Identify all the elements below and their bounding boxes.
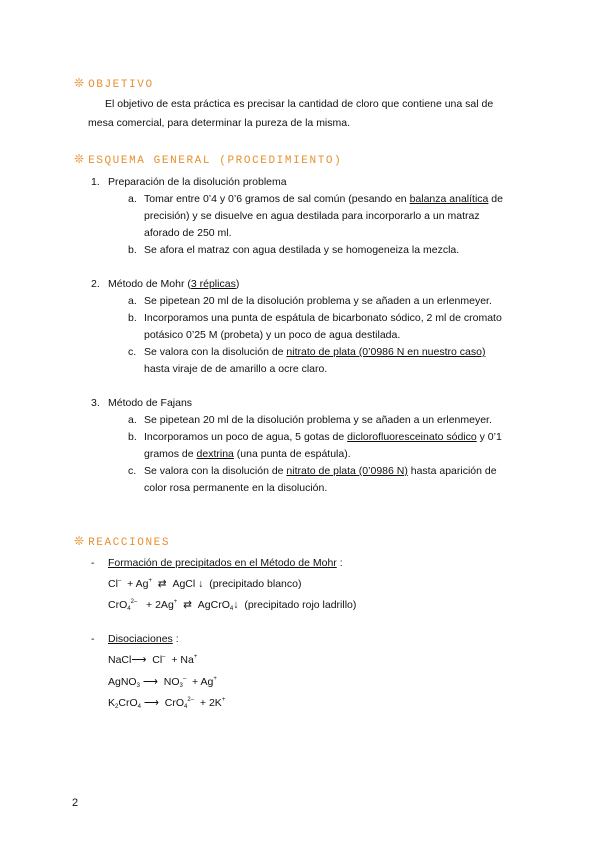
section-heading-esquema: [74, 152, 342, 167]
list-item-text: hasta viraje de de amarillo a ocre claro.: [144, 363, 328, 375]
arrow-icon: ⟶: [142, 676, 158, 688]
underlined-term: nitrato de plata (0’0986 N en nuestro caso): [286, 346, 486, 358]
subsection-title: Disociaciones :: [108, 633, 179, 645]
step-title: Método de Fajans: [108, 397, 193, 409]
list-item-text: Tomar entre 0’4 y 0’6 gramos de sal común (pesando en balanza analítica de: [144, 193, 503, 205]
equation-line: Cl– + Ag+ ⇄ AgCl ↓ (precipitado blanco): [108, 578, 302, 590]
bullet: -: [91, 633, 95, 645]
list-letter: b.: [128, 431, 137, 443]
section-heading-reacciones: [74, 534, 170, 549]
list-item-text: Se pipetean 20 ml de la disolución problema y se añaden a un erlenmeyer.: [144, 295, 492, 307]
down-arrow-icon: ↓: [233, 599, 239, 611]
underlined-term: nitrato de plata (0’0986 N): [286, 465, 408, 477]
arrow-icon: ⟶: [131, 654, 147, 666]
list-item-text: Se valora con la disolución de nitrato de plata (0’0986 N) hasta aparición de: [144, 465, 497, 477]
list-item-text: potásico 0’25 M (probeta) y un poco de agua destilada.: [144, 329, 401, 341]
list-item-text: Incorporamos un poco de agua, 5 gotas de diclorofluoresceinato sódico y 0’1: [144, 431, 502, 443]
list-item-text: Se afora el matraz con agua destilada y se homogeneiza la mezcla.: [144, 244, 460, 256]
equilibrium-arrow-icon: ⇄: [183, 599, 192, 611]
equation-line: NaCl⟶ Cl– + Na+: [108, 654, 198, 666]
paragraph-line: El objetivo de esta práctica es precisar la cantidad de cloro que contiene una sal de: [105, 98, 494, 110]
list-number: 1.: [91, 176, 100, 188]
equation-line: AgNO$_3$ ⟶ $NO_3^- + Ag^+$: [108, 676, 217, 689]
list-item-text: Incorporamos una punta de espátula de bicarbonato sódico, 2 ml de cromato: [144, 312, 502, 324]
list-item-text: precisión) y se disuelve en agua destilada para incorporarlo a un matraz: [144, 210, 480, 222]
snowflake-icon: ❊: [74, 152, 85, 166]
underlined-term: 3 réplicas: [190, 278, 236, 290]
list-item-text: Se valora con la disolución de nitrato de plata (0’0986 N en nuestro caso): [144, 346, 486, 358]
list-letter: a.: [128, 414, 137, 426]
heading-text: OBJETIVO: [88, 79, 154, 91]
list-number: 3.: [91, 397, 100, 409]
list-letter: c.: [128, 346, 137, 358]
bullet: -: [91, 557, 95, 569]
underlined-term: diclorofluoresceinato sódico: [347, 431, 477, 443]
section-heading-objetivo: [74, 76, 154, 91]
equation-line: CrO$_4^{2-}$ + 2Ag+ ⇄ AgCrO$_4$↓ (precipitado rojo ladrillo): [108, 599, 357, 612]
equation-line: $K_2CrO_4$ ⟶ CrO$_4^{2-}$ + 2K+: [108, 697, 226, 710]
snowflake-icon: ❊: [74, 76, 85, 90]
list-number: 2.: [91, 278, 100, 290]
list-item-text: color rosa permanente en la disolución.: [144, 482, 328, 494]
underlined-term: dextrina: [196, 448, 234, 460]
list-letter: b.: [128, 244, 137, 256]
snowflake-icon: ❊: [74, 534, 85, 548]
step-title: Método de Mohr (3 réplicas): [108, 278, 240, 290]
list-letter: a.: [128, 193, 137, 205]
list-letter: a.: [128, 295, 137, 307]
heading-text: REACCIONES: [88, 537, 171, 549]
list-letter: b.: [128, 312, 137, 324]
page-number: 2: [72, 797, 79, 809]
paragraph-line: mesa comercial, para determinar la pureza de la misma.: [88, 117, 351, 129]
list-item-text: aforado de 250 ml.: [144, 227, 232, 239]
list-letter: c.: [128, 465, 137, 477]
subsection-title: Formación de precipitados en el Método de Mohr :: [108, 557, 343, 569]
step-title: Preparación de la disolución problema: [108, 176, 287, 188]
arrow-icon: ⟶: [143, 697, 159, 709]
down-arrow-icon: ↓: [198, 578, 204, 590]
equilibrium-arrow-icon: ⇄: [157, 578, 167, 590]
heading-text: ESQUEMA GENERAL (PROCEDIMIENTO): [88, 155, 343, 167]
underlined-term: balanza analítica: [409, 193, 489, 205]
list-item-text: gramos de dextrina (una punta de espátula).: [144, 448, 351, 460]
list-item-text: Se pipetean 20 ml de la disolución problema y se añaden a un erlenmeyer.: [144, 414, 492, 426]
